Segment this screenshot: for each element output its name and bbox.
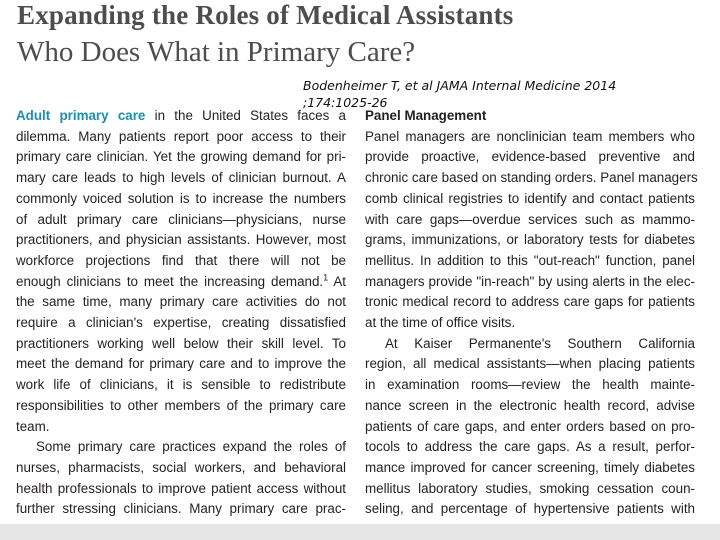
text-line: at the time of office visits. [365, 315, 516, 331]
text-line: with care gaps—overdue services such as mammo- [365, 211, 695, 227]
text-line: of adult primary care clinicians—physicians, nurse [16, 211, 346, 227]
text-line: Some primary care practices expand the roles of [36, 439, 346, 455]
text-line: mellitus. In addition to this "out-reach" function, panel [365, 252, 695, 268]
text-line: dilemma. Many patients report poor access to their [16, 128, 346, 144]
text-line: nance screen in the electronic health record, advise [365, 397, 695, 413]
text-line: responsibilities to other members of the primary care [16, 397, 346, 413]
text-line: grams, immunizations, or laboratory tests for diabetes [365, 232, 695, 248]
lead-phrase: Adult primary care [16, 108, 146, 123]
right-column [365, 106, 698, 520]
text-line: nurses, pharmacists, social workers, and behavioral [16, 459, 346, 475]
text-line: Panel managers are nonclinician team members who [365, 128, 695, 144]
text-line: tocols to address the care gaps. As a result, perfor- [365, 439, 695, 455]
text-line: comb clinical registries to identify and contact patients [365, 190, 695, 206]
text-line: mary care leads to high levels of clinician burnout. A [16, 170, 346, 186]
text-line: practitioners working well below their skill level. To [16, 335, 346, 351]
text-line: workforce projections find that there will not be [16, 252, 346, 268]
text-line: tronic medical record to address care gaps for patients [365, 294, 695, 310]
text-line: chronic care based on standing orders. Panel managers [365, 170, 698, 186]
text-line: commonly voiced solution is to increase the numbers [16, 190, 346, 206]
section-heading: Panel Management [365, 108, 487, 123]
text-line: At Kaiser Permanente's Southern California [385, 335, 695, 351]
text-line: seling, and percentage of hypertensive patients with [365, 501, 695, 517]
text-line: mellitus laboratory studies, smoking cessation coun- [365, 480, 695, 496]
text-line: patients of care gaps, and enter orders based on pro- [365, 418, 695, 434]
text-line: health professionals to improve patient access without [16, 480, 346, 496]
text-line: enough clinicians to meet the increasing demand.$^1$ At [16, 272, 346, 289]
citation-line-2: ;174:1025-26 [303, 95, 388, 110]
left-column [16, 106, 346, 520]
text-line: require a clinician's expertise, creating dissatisfied [16, 315, 346, 331]
text-line: primary care clinician. Yet the growing demand for pri- [16, 149, 346, 165]
text-line: region, all medical assistants—when placing patients [365, 356, 695, 372]
text-line: provide proactive, evidence-based preventive and [365, 149, 695, 165]
text-line: Adult primary care in the United States faces a [16, 108, 346, 123]
text-line: in examination rooms—review the health mainte- [365, 377, 695, 393]
article-title: Expanding the Roles of Medical Assistants [17, 0, 514, 30]
bottom-bar [0, 524, 720, 540]
text-line: team. [16, 418, 50, 434]
citation-line-1: Bodenheimer T, et al JAMA Internal Medicine 2014 [303, 78, 617, 93]
text-line: further stressing clinicians. Many primary care prac- [16, 501, 346, 517]
reference-marker: 1 [323, 272, 329, 283]
text-line: meet the demand for primary care and to improve the [16, 356, 346, 372]
text-line: practitioners, and physician assistants. However, most [16, 232, 346, 248]
text-line: the same time, many primary care activities do not [16, 294, 346, 310]
text-line: managers provide "in-reach" by using alerts in the elec- [365, 273, 695, 289]
text-line: work life of clinicians, it is sensible to redistribute [16, 377, 346, 393]
article-subtitle: Who Does What in Primary Care? [17, 36, 416, 68]
text-line: mance improved for cancer screening, timely diabetes [365, 459, 695, 475]
